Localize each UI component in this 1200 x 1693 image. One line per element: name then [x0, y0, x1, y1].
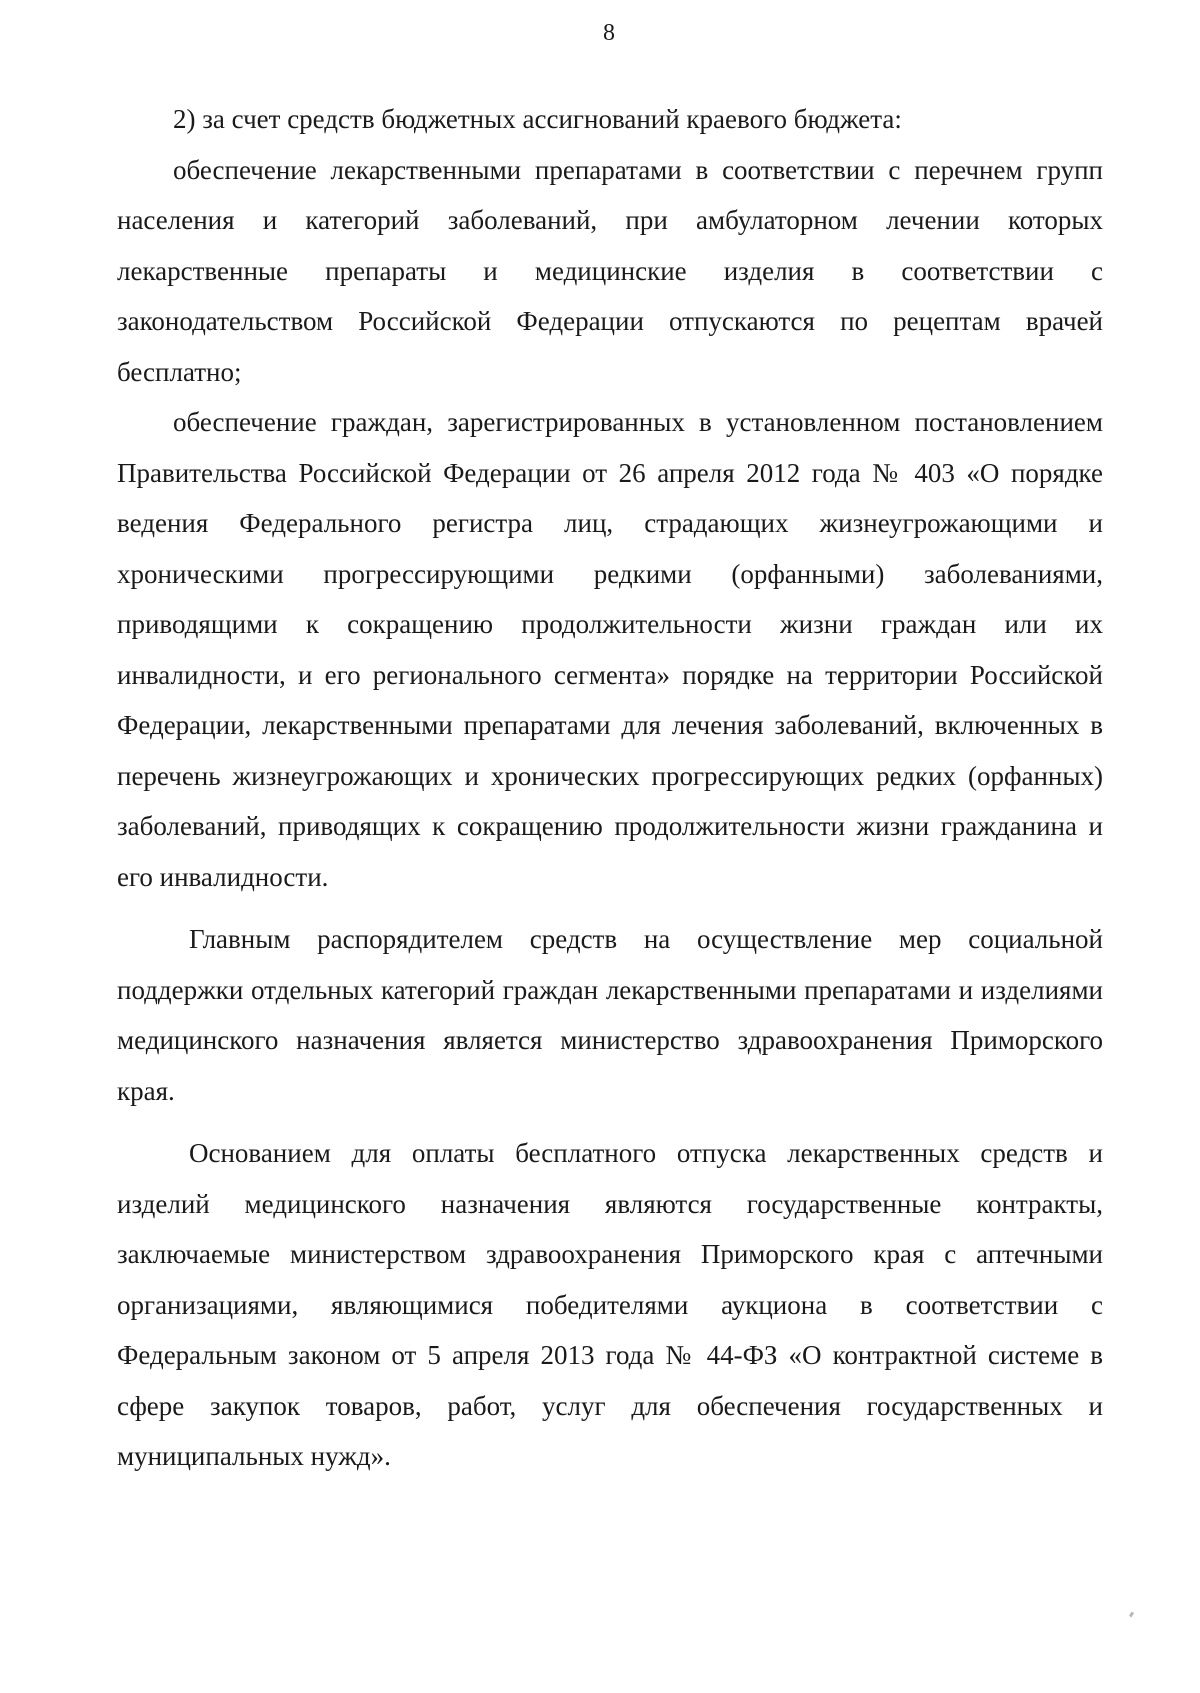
- paragraph-payment-basis: Основанием для оплаты бесплатного отпуска лекарственных средств и изделий медицинского назначения являются государственные контракты, заключаемые министерством здравоохранения Приморского края с аптечными организациями, являющимися победителями аукциона в соответствии с Федеральным законом от 5 апреля 2013 года № 44-ФЗ «О контрактной системе в сфере закупок товаров, работ, услуг для обеспечения государственных и муниципальных нужд».: [117, 1138, 1103, 1471]
- scan-artifact-mark: [1129, 1612, 1134, 1618]
- paragraph-free-medicines: обеспечение лекарственными препаратами в соответствии с перечнем групп населения и категорий заболеваний, при амбулаторном лечении которых лекарственные препараты и медицинские изделия в соответствии с законодательством Российской Федерации отпускаются по рецептам врачей бесплатно;: [117, 154, 1103, 387]
- paragraph-chief-administrator: Главным распорядителем средств на осуществление мер социальной поддержки отдельных категорий граждан лекарственными препаратами и изделиями медицинского назначения является министерство здравоохранения Приморского края.: [117, 924, 1103, 1106]
- paragraph-funding-source: 2) за счет средств бюджетных ассигнований краевого бюджета:: [173, 104, 902, 134]
- paragraph-orphan-diseases: обеспечение граждан, зарегистрированных в установленном постановлением Правительства Российской Федерации от 26 апреля 2012 года № 403 «О порядке ведения Федерального регистра лиц, страдающих жизнеугрожающими и хроническими прогрессирующими редкими (орфанными) заболеваниями, приводящими к сокращению продолжительности жизни граждан или их инвалидности, и его регионального сегмента» порядке на территории Российской Федерации, лекарственными препаратами для лечения заболеваний, включенных в перечень жизнеугрожающих и хронических прогрессирующих редких (орфанных) заболеваний, приводящих к сокращению продолжительности жизни гражданина и его инвалидности.: [117, 407, 1103, 892]
- page-number: 8: [603, 20, 615, 46]
- document-body: [117, 94, 1103, 1482]
